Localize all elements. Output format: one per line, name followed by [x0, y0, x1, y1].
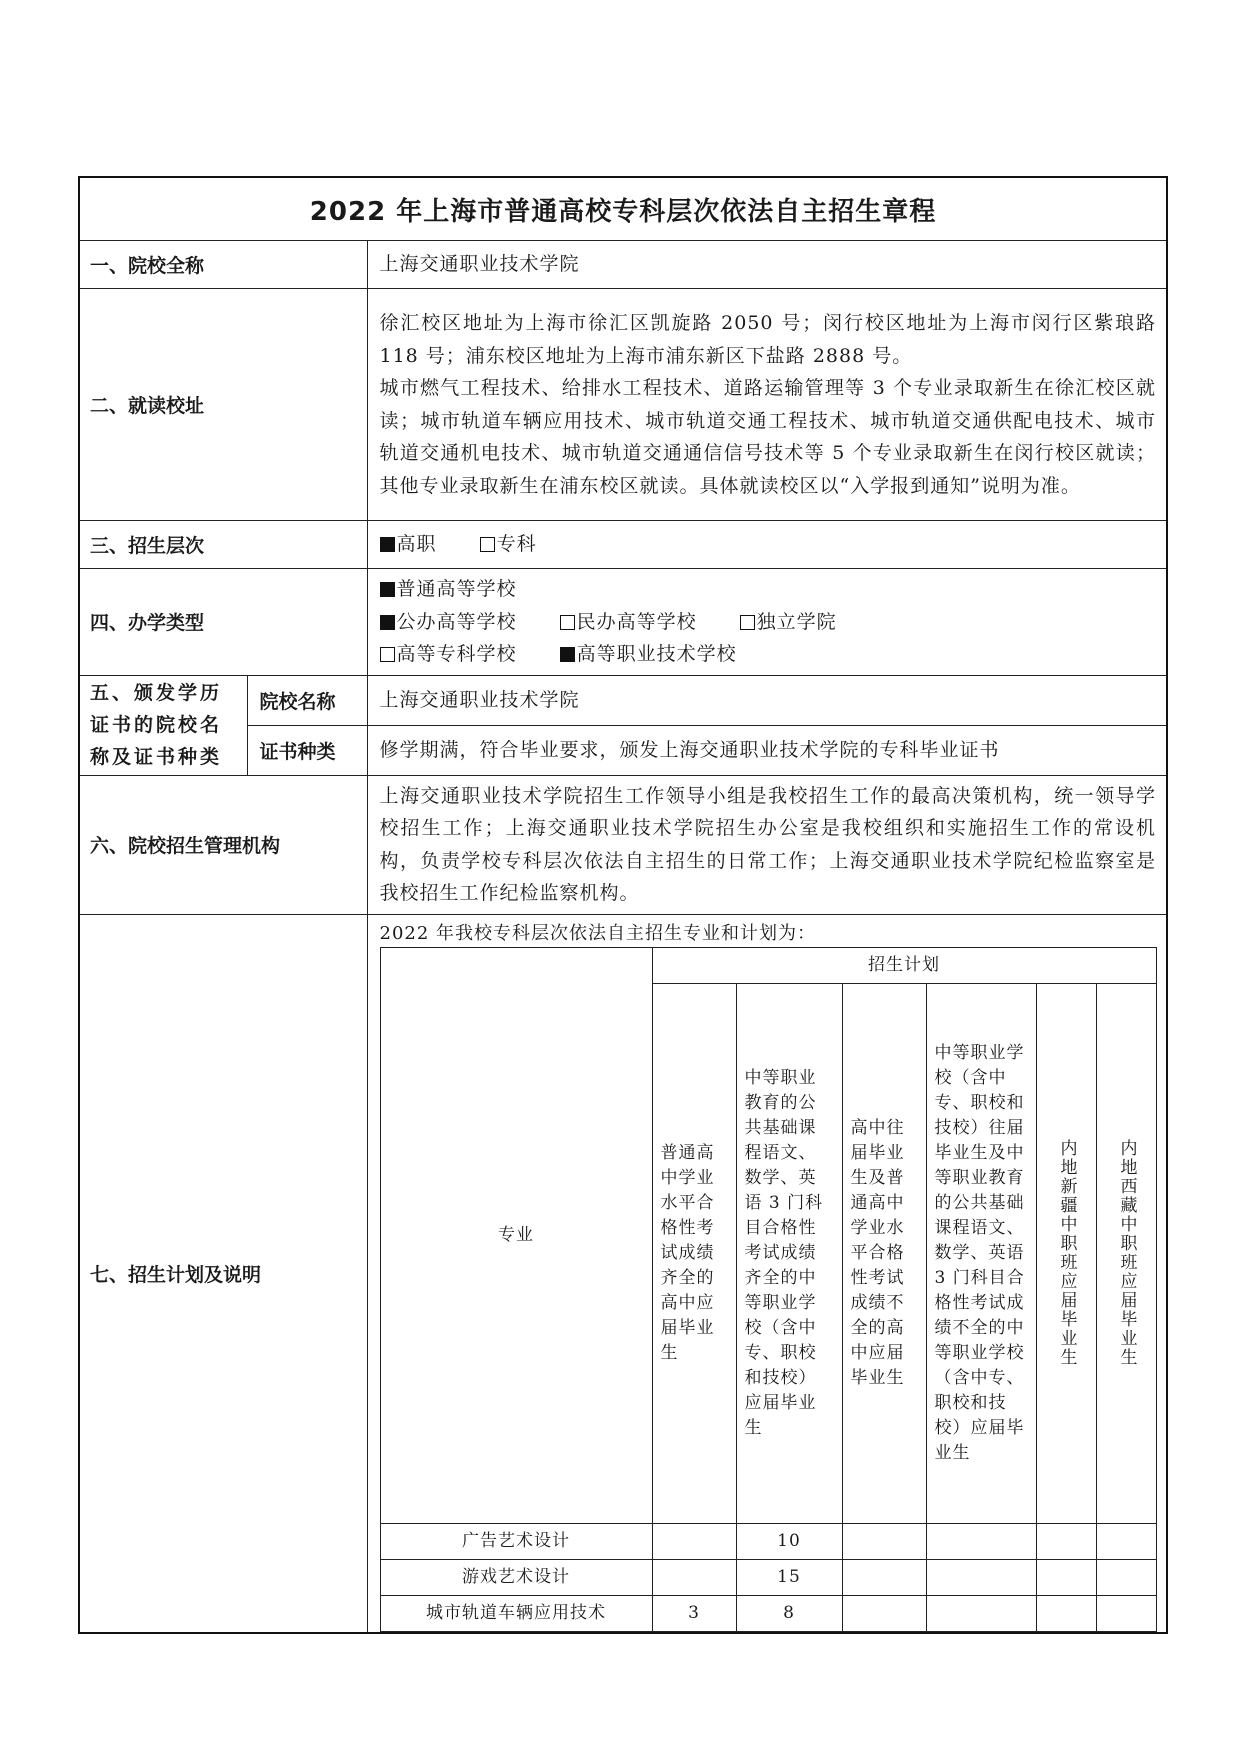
row-label-level: 三、招生层次: [79, 521, 367, 569]
row-label-school-name: 一、院校全称: [79, 241, 367, 289]
level-options: [367, 521, 1167, 569]
plan-value-cell: [1036, 1559, 1096, 1595]
plan-value-cell: [842, 1523, 926, 1559]
table-row: [380, 1523, 1156, 1559]
type-option: 公办高等学校: [380, 606, 517, 639]
plan-header-plan: 招生计划: [652, 947, 1156, 983]
sublabel-school-name: 院校名称: [247, 675, 367, 725]
address-paragraph-2: 城市燃气工程技术、给排水工程技术、道路运输管理等 3 个专业录取新生在徐汇校区就读；城市轨道车辆应用技术、城市轨道交通工程技术、城市轨道交通供配电技术、城市轨道交通机电技术、城市轨道交通通信信号技术等 5 个专业录取新生在闵行校区就读；其他专业录取新生在浦东校区就读。具体就读校区以“入学报到通知”说明为准。: [379, 377, 1157, 497]
regulation-table: [78, 176, 1168, 1634]
plan-column-header: 中等职业学校（含中专、职校和技校）往届毕业生及中等职业教育的公共基础课程语文、数学、英语 3 门科目合格性考试成绩不全的中等职业学校（含中专、职校和技校）应届毕业生: [926, 983, 1036, 1523]
type-line-3: [380, 638, 1157, 671]
plan-value-cell: 8: [736, 1595, 842, 1631]
checkbox-icon: [560, 647, 575, 662]
type-option: 高等专科学校: [380, 638, 517, 671]
level-option-gaozhi: 高职: [380, 528, 437, 561]
table-row: [380, 1595, 1156, 1631]
type-line-2: [380, 606, 1157, 639]
school-name-value: 上海交通职业技术学院: [367, 241, 1167, 289]
type-option: 独立学院: [740, 606, 837, 639]
plan-column-header-vertical: 内地西藏中职班应届毕业生: [1096, 983, 1156, 1523]
plan-intro: 2022 年我校专科层次依法自主招生专业和计划为：: [379, 922, 817, 944]
school-type-options: [367, 569, 1167, 676]
checkbox-icon: [380, 615, 395, 630]
plan-value-cell: [1096, 1595, 1156, 1631]
plan-value-cell: [842, 1595, 926, 1631]
plan-column-header-vertical: 内地新疆中职班应届毕业生: [1036, 983, 1096, 1523]
checkbox-icon: [380, 537, 395, 552]
certificate-type-value: 修学期满，符合毕业要求，颁发上海交通职业技术学院的专科毕业证书: [367, 725, 1167, 775]
plan-value-cell: [1036, 1595, 1096, 1631]
row-label-management: 六、院校招生管理机构: [79, 775, 367, 914]
major-cell: 广告艺术设计: [380, 1523, 652, 1559]
plan-value-cell: [652, 1559, 736, 1595]
management-value: 上海交通职业技术学院招生工作领导小组是我校招生工作的最高决策机构，统一领导学校招生工作；上海交通职业技术学院招生办公室是我校组织和实施招生工作的常设机构，负责学校专科层次依法自主招生的日常工作；上海交通职业技术学院纪检监察室是我校招生工作纪检监察机构。: [367, 775, 1167, 914]
checkbox-icon: [480, 537, 495, 552]
sublabel-certificate-type: 证书种类: [247, 725, 367, 775]
certificate-school-value: 上海交通职业技术学院: [367, 675, 1167, 725]
plan-value-cell: [926, 1559, 1036, 1595]
row-label-school-type: 四、办学类型: [79, 569, 367, 676]
checkbox-icon: [380, 582, 395, 597]
major-cell: 游戏艺术设计: [380, 1559, 652, 1595]
row-label-address: 二、就读校址: [79, 289, 367, 521]
plan-value-cell: 15: [736, 1559, 842, 1595]
document-title: 2022 年上海市普通高校专科层次依法自主招生章程: [79, 177, 1167, 241]
plan-value-cell: [842, 1559, 926, 1595]
row-label-plan: 七、招生计划及说明: [79, 914, 367, 1633]
plan-value-cell: 3: [652, 1595, 736, 1631]
row-label-certificate: 五、颁发学历证书的院校名称及证书种类: [79, 675, 247, 775]
plan-value-cell: [1096, 1559, 1156, 1595]
address-content: [367, 289, 1167, 521]
plan-value-cell: [1096, 1523, 1156, 1559]
plan-value-cell: [1036, 1523, 1096, 1559]
checkbox-icon: [740, 615, 755, 630]
type-option: 高等职业技术学校: [560, 638, 737, 671]
plan-content: [367, 914, 1167, 1633]
plan-value-cell: [926, 1595, 1036, 1631]
major-cell: 城市轨道车辆应用技术: [380, 1595, 652, 1631]
plan-column-header: 中等职业教育的公共基础课程语文、数学、英语 3 门科目合格性考试成绩齐全的中等职业学校（含中专、职校和技校）应届毕业生: [736, 983, 842, 1523]
plan-value-cell: [926, 1523, 1036, 1559]
plan-value-cell: 10: [736, 1523, 842, 1559]
table-row: [380, 1559, 1156, 1595]
address-paragraph-1: 徐汇校区地址为上海市徐汇区凯旋路 2050 号；闵行校区地址为上海市闵行区紫琅路 118 号；浦东校区地址为上海市浦东新区下盐路 2888 号。: [379, 312, 1157, 367]
plan-table: [380, 947, 1157, 1632]
type-option: 普通高等学校: [380, 573, 517, 606]
regulation-document: [78, 176, 1166, 1634]
plan-header-major: 专业: [380, 947, 652, 1523]
checkbox-icon: [560, 615, 575, 630]
plan-column-header: 高中往届毕业生及普通高中学业水平合格性考试成绩不全的高中应届毕业生: [842, 983, 926, 1523]
level-option-zhuanke: 专科: [480, 528, 537, 561]
type-line-1: [380, 573, 1157, 606]
plan-column-header: 普通高中学业水平合格性考试成绩齐全的高中应届毕业生: [652, 983, 736, 1523]
type-option: 民办高等学校: [560, 606, 697, 639]
checkbox-icon: [380, 647, 395, 662]
plan-value-cell: [652, 1523, 736, 1559]
